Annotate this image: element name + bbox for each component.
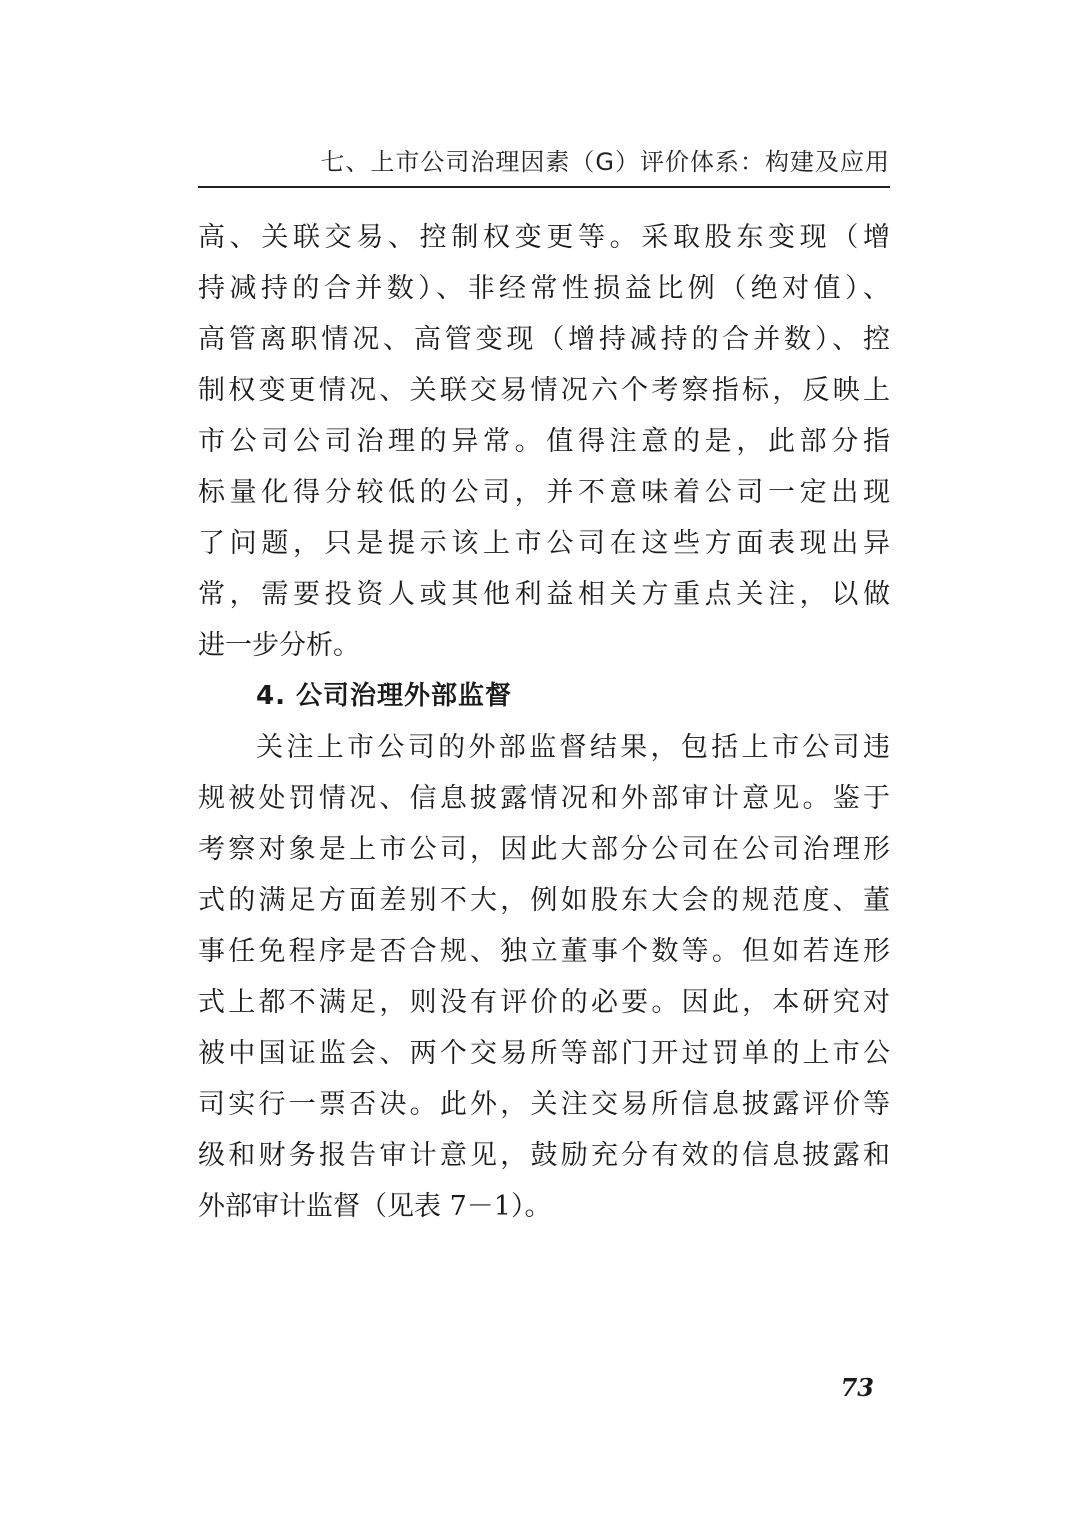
text-line: 式上都不满足，则没有评价的必要。因此，本研究对 xyxy=(198,987,890,1018)
text-line: 关注上市公司的外部监督结果，包括上市公司违 xyxy=(256,732,890,763)
section-heading: 4. 公司治理外部监督 xyxy=(256,681,513,711)
text-line: 司实行一票否决。此外，关注交易所信息披露评价等 xyxy=(198,1089,890,1120)
text-line: 了问题，只是提示该上市公司在这些方面表现出异 xyxy=(198,528,890,559)
running-header: 七、上市公司治理因素（G）评价体系：构建及应用 xyxy=(320,148,890,176)
text-line: 考察对象是上市公司，因此大部分公司在公司治理形 xyxy=(198,834,890,865)
body-text xyxy=(198,212,890,1232)
text-line: 外部审计监督（见表 7－1）。 xyxy=(198,1191,552,1222)
text-line: 式的满足方面差别不大，例如股东大会的规范度、董 xyxy=(198,885,890,916)
text-line: 高、关联交易、控制权变更等。采取股东变现（增 xyxy=(198,222,890,253)
text-line: 事任免程序是否合规、独立董事个数等。但如若连形 xyxy=(198,936,890,967)
text-line: 级和财务报告审计意见，鼓励充分有效的信息披露和 xyxy=(198,1140,890,1171)
text-line: 制权变更情况、关联交易情况六个考察指标，反映上 xyxy=(198,375,890,406)
text-line: 高管离职情况、高管变现（增持减持的合并数）、控 xyxy=(198,324,890,355)
text-line: 持减持的合并数）、非经常性损益比例（绝对值）、 xyxy=(198,273,890,304)
page-number: 73 xyxy=(840,1373,874,1402)
header-rule xyxy=(198,186,890,188)
text-line: 市公司公司治理的异常。值得注意的是，此部分指 xyxy=(198,426,890,457)
text-line: 标量化得分较低的公司，并不意味着公司一定出现 xyxy=(198,477,890,508)
text-line: 进一步分析。 xyxy=(198,630,360,661)
text-line: 常，需要投资人或其他利益相关方重点关注，以做 xyxy=(198,579,890,610)
text-line: 规被处罚情况、信息披露情况和外部审计意见。鉴于 xyxy=(198,783,890,814)
text-line: 被中国证监会、两个交易所等部门开过罚单的上市公 xyxy=(198,1038,890,1069)
